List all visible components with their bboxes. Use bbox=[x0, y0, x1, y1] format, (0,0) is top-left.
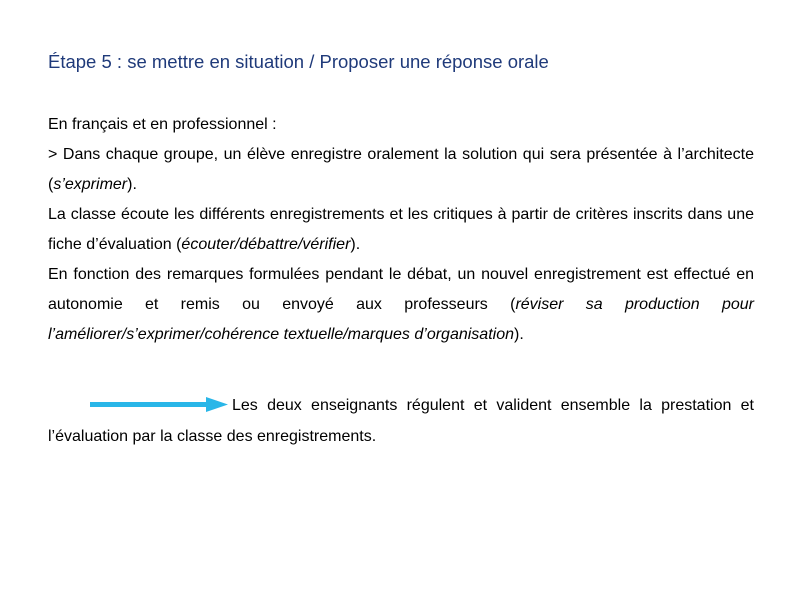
conclusion-paragraph bbox=[48, 390, 754, 452]
paragraph-record bbox=[48, 140, 754, 200]
paragraph-listen-emphasis: écouter/débattre/vérifier bbox=[181, 236, 351, 253]
paragraph-listen-end: ). bbox=[350, 236, 361, 253]
paragraph-record-emphasis: s’exprimer bbox=[53, 176, 128, 193]
paragraph-revise-text: En fonction des remarques formulées pendant le débat, un nouvel enregistrement est effectué en autonomie et remis ou envoyé aux professeurs ( bbox=[48, 266, 754, 313]
paragraph-revise-emphasis: réviser sa production pour l’améliorer/s’exprimer/cohérence textuelle/marques d’organisation bbox=[48, 296, 755, 343]
paragraph-record-end: ). bbox=[127, 176, 137, 193]
paragraph-listen bbox=[48, 200, 754, 260]
right-arrow-icon bbox=[90, 396, 228, 412]
paragraph-revise bbox=[48, 260, 754, 350]
slide-title: Étape 5 : se mettre en situation / Proposer une réponse orale bbox=[48, 51, 549, 72]
paragraph-revise-end: ). bbox=[514, 326, 524, 343]
subheading: En français et en professionnel : bbox=[48, 116, 277, 133]
paragraph-listen-text: La classe écoute les différents enregistrements et les critiques à partir de critères inscrits dans une fiche d’évaluation ( bbox=[48, 206, 754, 253]
conclusion-block bbox=[48, 390, 754, 452]
content-body bbox=[48, 110, 754, 350]
conclusion-text: Les deux enseignants régulent et valident ensemble la prestation et l’évaluation par la classe des enregistrements. bbox=[48, 397, 754, 445]
paragraph-record-text: > Dans chaque groupe, un élève enregistre oralement la solution qui sera présentée à l’architecte ( bbox=[48, 146, 754, 193]
